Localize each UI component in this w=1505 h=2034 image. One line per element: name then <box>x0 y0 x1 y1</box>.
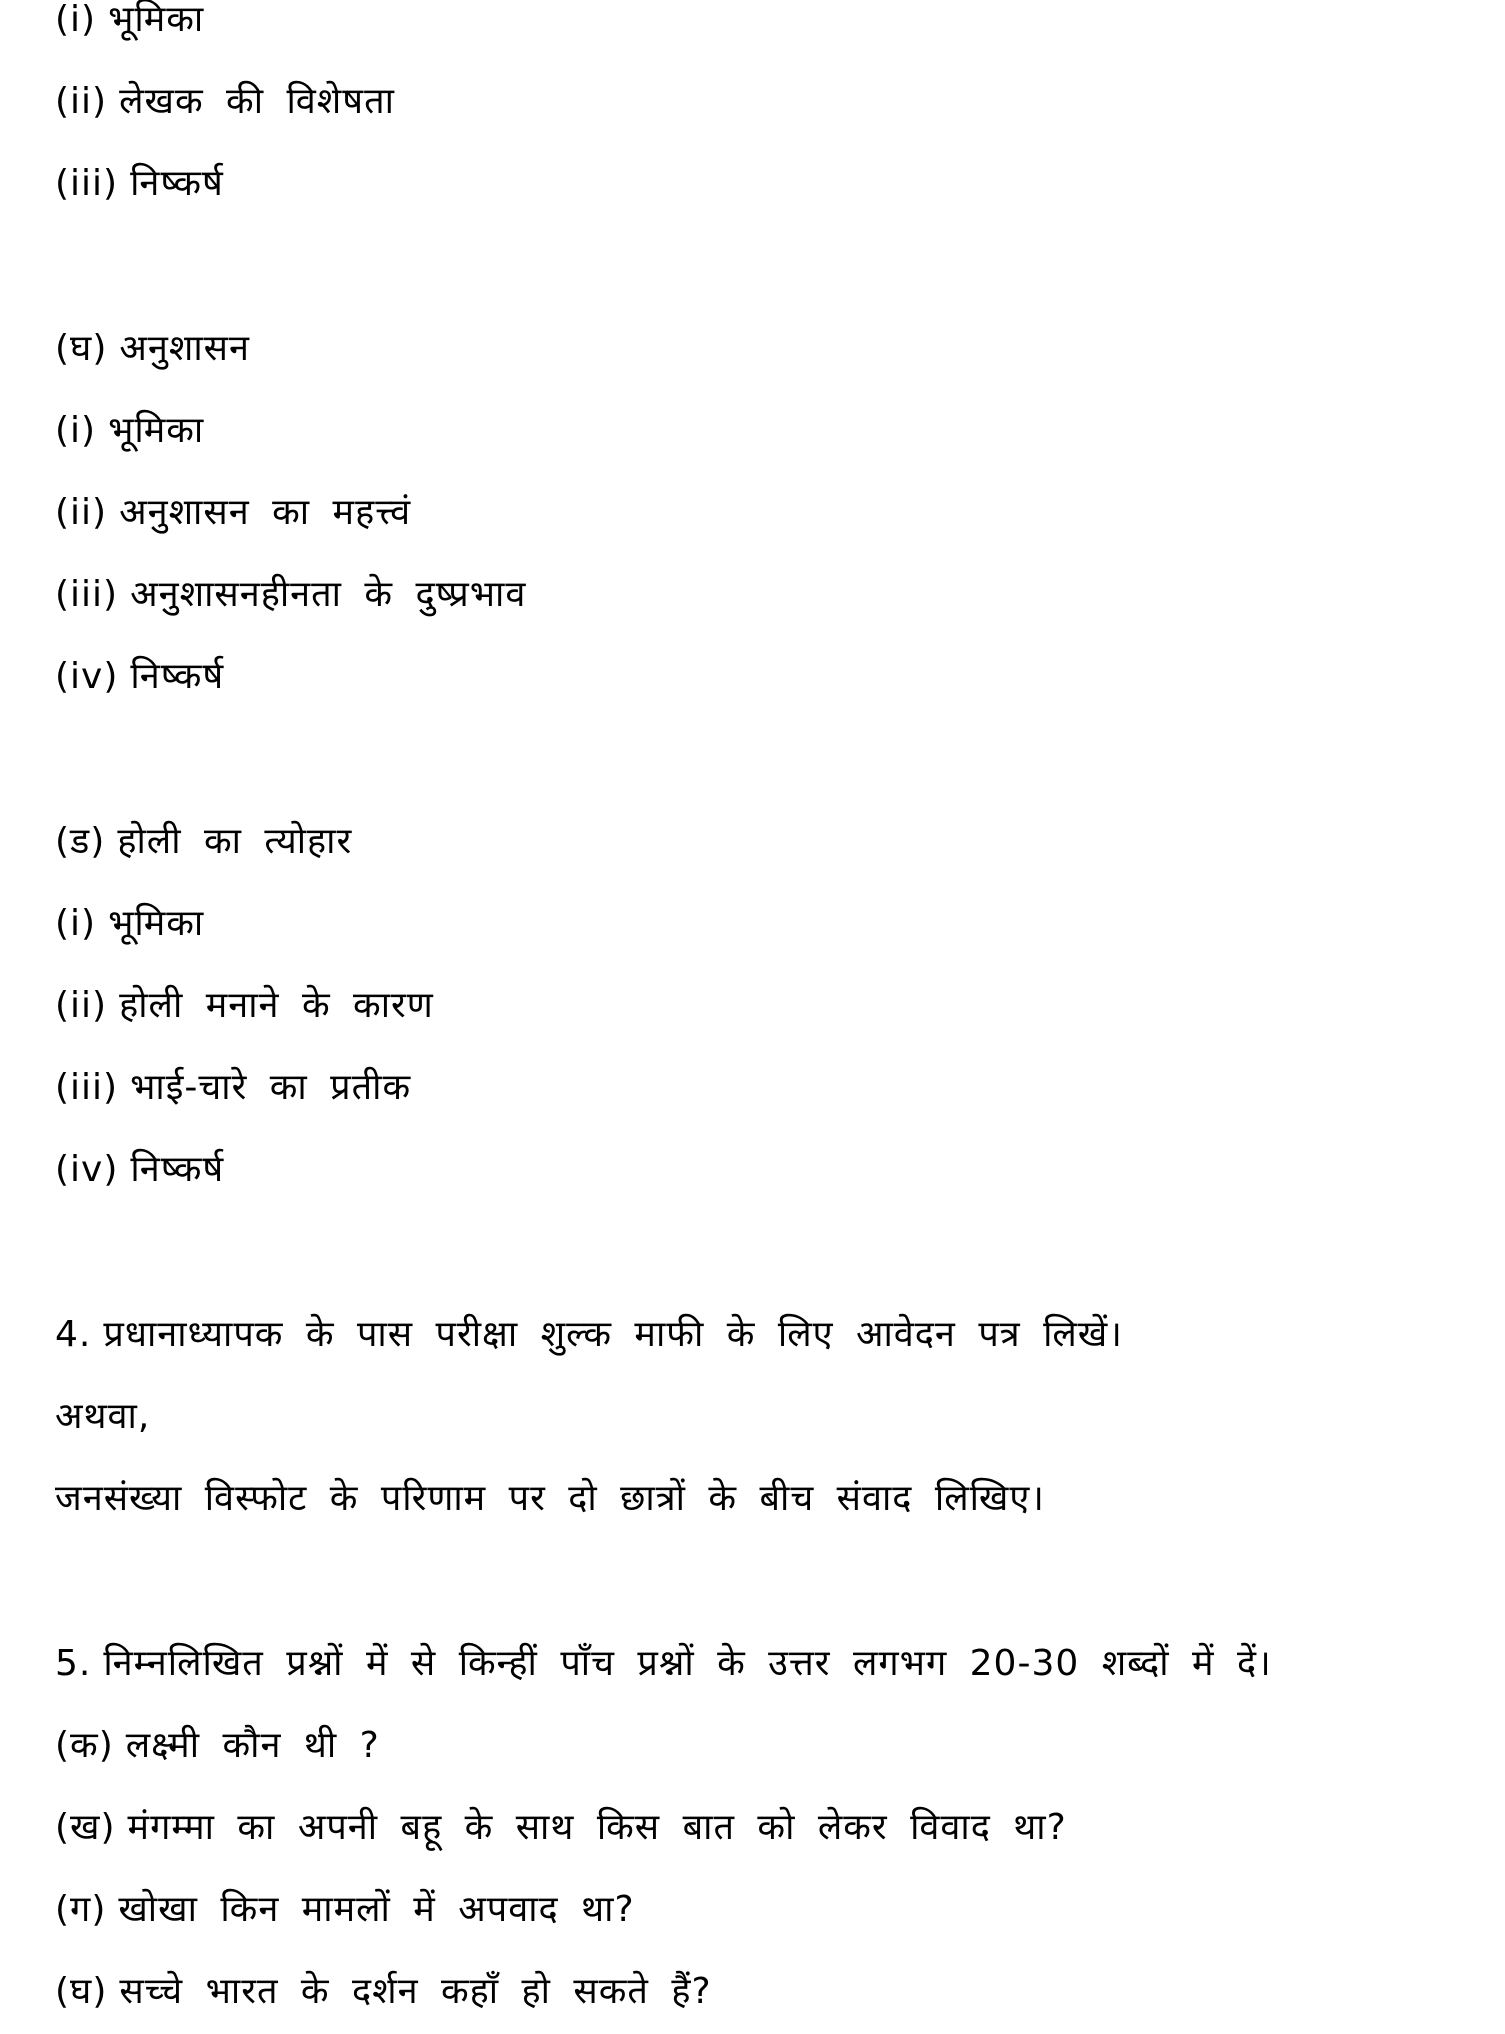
item-text: निष्कर्ष <box>130 1149 225 1190</box>
outline-item <box>55 982 434 1030</box>
outline-item <box>55 489 411 537</box>
sub-question <box>55 1804 1067 1852</box>
item-text: भूमिका <box>108 0 205 40</box>
item-marker: (ड) <box>55 821 106 862</box>
outline-item <box>55 1146 224 1194</box>
item-marker: (iii) <box>55 163 119 204</box>
question-number: 4. <box>55 1314 92 1355</box>
item-text: खोखा किन मामलों में अपवाद था? <box>118 1889 635 1930</box>
outline-item <box>55 160 224 208</box>
item-text: मंगम्मा का अपनी बहू के साथ किस बात को लेकर विवाद था? <box>127 1807 1067 1848</box>
item-marker: (iv) <box>55 656 119 697</box>
outline-item <box>55 1064 411 1112</box>
item-marker: (iv) <box>55 1149 119 1190</box>
sub-question <box>55 1886 635 1934</box>
outline-item <box>55 407 204 455</box>
question-alternative <box>55 1475 1045 1523</box>
item-marker: (i) <box>55 903 97 944</box>
sub-question <box>55 1722 380 1770</box>
item-text: अनुशासन का महत्त्वं <box>119 492 412 533</box>
item-marker: (क) <box>55 1725 114 1766</box>
item-marker: (ख) <box>55 1807 116 1848</box>
item-text: अनुशासनहीनता के दुष्प्रभाव <box>130 574 527 615</box>
outline-heading <box>55 325 250 373</box>
outline-item <box>55 653 224 701</box>
item-marker: (ii) <box>55 985 108 1026</box>
item-text: भूमिका <box>108 410 205 451</box>
item-marker: (घ) <box>55 1971 108 2012</box>
item-text: लक्ष्मी कौन थी ? <box>125 1725 380 1766</box>
item-text: प्रधानाध्यापक के पास परीक्षा शुल्क माफी के लिए आवेदन पत्र लिखें। <box>103 1314 1123 1355</box>
item-text: होली का त्योहार <box>117 821 353 862</box>
outline-item <box>55 78 395 126</box>
or-separator <box>55 1393 150 1441</box>
outline-item <box>55 571 526 619</box>
item-text: होली मनाने के कारण <box>119 985 434 1026</box>
item-marker: (i) <box>55 410 97 451</box>
question-text <box>55 1311 1123 1359</box>
item-text: अनुशासन <box>119 328 250 369</box>
item-marker: (ii) <box>55 81 108 122</box>
question-number: 5. <box>55 1643 92 1684</box>
item-marker: (iii) <box>55 1067 119 1108</box>
question-text <box>55 1640 1272 1688</box>
item-text: निष्कर्ष <box>130 163 224 204</box>
item-marker: (i) <box>55 0 97 40</box>
item-text: लेखक की विशेषता <box>119 81 395 122</box>
item-text: निम्नलिखित प्रश्नों में से किन्हीं पाँच प्रश्नों के उत्तर लगभग 20-30 शब्दों में दें। <box>103 1643 1272 1684</box>
item-text: सच्चे भारत के दर्शन कहाँ हो सकते हैं? <box>119 1971 712 2012</box>
item-text: भाई-चारे का प्रतीक <box>130 1067 412 1108</box>
item-text: निष्कर्ष <box>130 656 225 697</box>
sub-question <box>55 1968 712 2016</box>
item-text: अथवा, <box>55 1396 151 1437</box>
item-marker: (घ) <box>55 328 108 369</box>
item-marker: (ii) <box>55 492 108 533</box>
outline-item <box>55 900 204 948</box>
outline-heading <box>55 818 352 866</box>
outline-item <box>55 0 204 44</box>
item-marker: (iii) <box>55 574 119 615</box>
item-text: जनसंख्या विस्फोट के परिणाम पर दो छात्रों के बीच संवाद लिखिए। <box>55 1478 1045 1519</box>
item-marker: (ग) <box>55 1889 107 1930</box>
item-text: भूमिका <box>108 903 205 944</box>
